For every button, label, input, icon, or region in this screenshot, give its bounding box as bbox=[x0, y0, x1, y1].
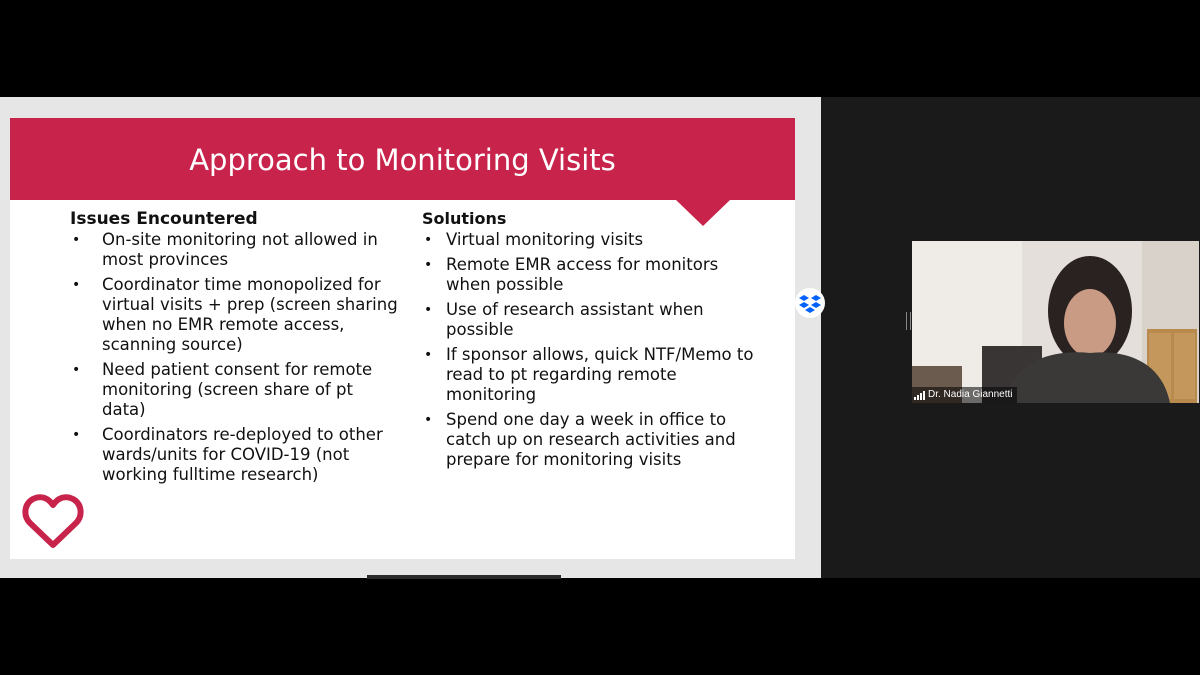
participant-name: Dr. Nadia Giannetti bbox=[928, 389, 1013, 400]
bullet-icon: • bbox=[424, 232, 433, 248]
solutions-list bbox=[422, 230, 762, 470]
participant-name-tag bbox=[912, 387, 1017, 403]
bullet-icon: • bbox=[424, 302, 433, 318]
slide-title: Approach to Monitoring Visits bbox=[189, 143, 616, 177]
solution-text: Remote EMR access for monitors when possible bbox=[446, 255, 719, 294]
issues-list bbox=[70, 230, 400, 485]
slide-title-bar bbox=[10, 118, 795, 200]
solutions-column bbox=[422, 208, 762, 475]
issue-text: Coordinator time monopolized for virtual visits + prep (screen sharing when no EMR remote access, scanning source) bbox=[102, 275, 398, 354]
signal-strength-icon bbox=[914, 391, 925, 400]
solution-item bbox=[422, 300, 762, 340]
issue-item bbox=[70, 230, 400, 270]
dropbox-icon bbox=[795, 288, 825, 318]
solution-text: Spend one day a week in office to catch up on research activities and prepare for monitoring visits bbox=[446, 410, 736, 469]
participant-video-tile[interactable] bbox=[912, 241, 1199, 403]
panel-resize-handle[interactable] bbox=[906, 312, 911, 330]
presentation-slide bbox=[10, 118, 795, 559]
solution-text: Use of research assistant when possible bbox=[446, 300, 704, 339]
share-scrollbar[interactable] bbox=[367, 575, 561, 579]
solution-text: If sponsor allows, quick NTF/Memo to read to pt regarding remote monitoring bbox=[446, 345, 754, 404]
dropbox-badge[interactable] bbox=[795, 288, 825, 318]
solution-item bbox=[422, 255, 762, 295]
participant-video-feed bbox=[912, 241, 1199, 403]
solutions-heading: Solutions bbox=[422, 209, 507, 228]
issues-heading: Issues Encountered bbox=[70, 209, 258, 229]
issue-item bbox=[70, 360, 400, 420]
bullet-icon: • bbox=[72, 427, 81, 443]
issue-item bbox=[70, 425, 400, 485]
bullet-icon: • bbox=[424, 257, 433, 273]
issue-text: Need patient consent for remote monitoring (screen share of pt data) bbox=[102, 360, 373, 419]
solution-item bbox=[422, 345, 762, 405]
bullet-icon: • bbox=[72, 362, 81, 378]
solution-item bbox=[422, 410, 762, 470]
bullet-icon: • bbox=[424, 412, 433, 428]
bullet-icon: • bbox=[72, 277, 81, 293]
heart-logo-icon bbox=[22, 493, 84, 549]
solution-text: Virtual monitoring visits bbox=[446, 230, 644, 249]
issue-text: Coordinators re-deployed to other wards/units for COVID-19 (not working fulltime research) bbox=[102, 425, 383, 484]
issue-text: On-site monitoring not allowed in most provinces bbox=[102, 230, 378, 269]
solution-item bbox=[422, 230, 762, 250]
bullet-icon: • bbox=[424, 347, 433, 363]
bullet-icon: • bbox=[72, 232, 81, 248]
issue-item bbox=[70, 275, 400, 355]
issues-column bbox=[70, 208, 400, 490]
